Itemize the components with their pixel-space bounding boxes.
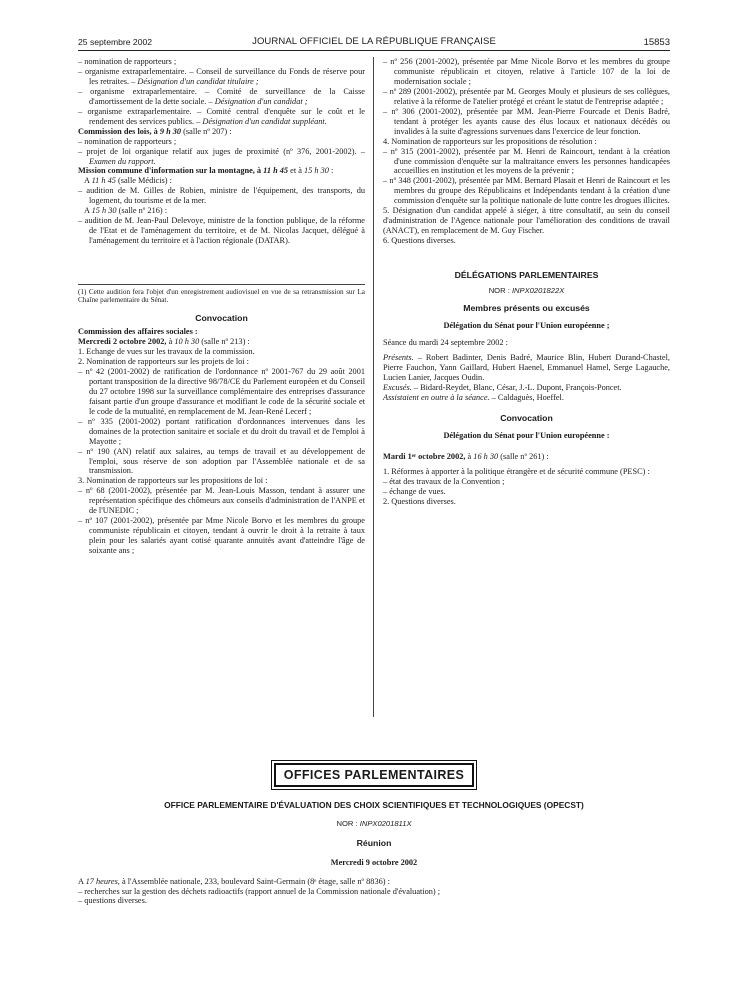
agenda-item: 4. Nomination de rapporteurs sur les propositions de résolution :	[383, 136, 597, 146]
delegation-name: Délégation du Sénat pour l'Union européenne :	[443, 431, 610, 441]
membres-heading: Membres présents ou excusés	[463, 302, 590, 313]
item: – nº 289 (2001-2002), présentée par M. Georges Mouly et plusieurs de ses collègues, relative à la réforme de l'atelier protégé et créant le statut de l'entreprise adaptée ;	[383, 86, 670, 106]
header-date: 25 septembre 2002	[78, 37, 153, 47]
agenda-item: 3. Nomination de rapporteurs sur les propositions de loi :	[78, 476, 268, 486]
agenda-item: 2. Questions diverses.	[383, 496, 456, 506]
item: – organisme extraparlementaire. – Comité central d'enquête sur le coût et le rendement des services publics. – Désignation d'un candidat suppléant.	[78, 106, 365, 126]
agenda-item: 6. Questions diverses.	[383, 236, 456, 246]
delegations-heading: DÉLÉGATIONS PARLEMENTAIRES	[454, 270, 599, 281]
reunion-heading: Réunion	[356, 838, 392, 849]
item: – nº 190 (AN) relatif aux salaires, au temps de travail et au développement de l'emploi, sous réserve de son adoption par l'Assemblée nationale et de sa transmission.	[78, 446, 365, 476]
opecst-section	[78, 800, 670, 906]
item: – nº 348 (2001-2002), présentée par MM. Bernard Plasait et Henri de Raincourt et les membres du groupe des Républicains et Indépendants tendant à la création d'une commission d'enquête sur la politique nationale de lutte contre les drogues illicites.	[383, 176, 670, 206]
affaires-sociales-heading: Commission des affaires sociales :	[78, 327, 198, 337]
assistaient-list: Assistaient en outre à la séance. – Caldaguès, Hoeffel.	[383, 392, 564, 402]
item: – audition de M. Jean-Paul Delevoye, ministre de la fonction publique, de la réforme de l'Etat et de l'aménagement du territoire, et de M. Nicolas Jacquet, délégué à l'aménagement du territoire et à l'action régionale (DATAR).	[78, 216, 365, 246]
opecst-title: OFFICE PARLEMENTAIRE D'ÉVALUATION DES CHOIX SCIENTIFIQUES ET TECHNOLOGIQUES (OPECST)	[164, 800, 584, 810]
nor-reference: NOR : INPX0201822X	[488, 285, 565, 295]
right-column	[383, 57, 670, 507]
item: – nomination de rapporteurs ;	[78, 136, 177, 146]
header-page-number: 15853	[643, 37, 670, 48]
agenda-item: 1. Echange de vues sur les travaux de la commission.	[78, 347, 255, 357]
mission-montagne-heading: Mission commune d'information sur la montagne, à 11 h 45 et à 15 h 30 :	[78, 166, 334, 176]
item: – projet de loi organique relatif aux juges de proximité (nº 376, 2001-2002). – Examen du rapport.	[78, 146, 365, 166]
mardi-date: Mardi 1ᵉʳ octobre 2002, à 16 h 30 (salle nº 261) :	[383, 452, 549, 462]
item: – nomination de rapporteurs ;	[78, 57, 177, 66]
header-journal-title: JOURNAL OFFICIEL DE LA RÉPUBLIQUE FRANÇAISE	[252, 36, 496, 47]
offices-banner	[0, 760, 748, 790]
agenda-item: 2. Nomination de rapporteurs sur les projets de loi :	[78, 356, 249, 366]
seance-date: Séance du mardi 24 septembre 2002 :	[383, 338, 508, 348]
presents-list: Présents. – Robert Badinter, Denis Badré, Maurice Blin, Hubert Durand-Chastel, Pierre Fauchon, Yann Gaillard, Hubert Haenel, Emmanuel Hamel, Serge Lagauche, Lucien Lanier, Jacques Oudin.	[383, 353, 670, 382]
item: – nº 335 (2001-2002) portant ratification d'ordonnances intervenues dans les domaines de la protection sanitaire et sociale et du droit du travail et de l'emploi à Mayotte ;	[78, 416, 365, 446]
item: – recherches sur la gestion des déchets radioactifs (rapport annuel de la Commission nationale d'évaluation) ;	[78, 886, 441, 896]
column-divider	[373, 57, 374, 717]
item: – questions diverses.	[78, 896, 147, 906]
reunion-date: Mercredi 9 octobre 2002	[330, 857, 418, 867]
item: – état des travaux de la Convention ;	[383, 477, 505, 487]
offices-box	[271, 760, 478, 790]
item: – nº 315 (2001-2002), présentée par M. Henri de Raincourt, tendant à la création d'une commission d'enquête sur la maltraitance envers les personnes handicapées accueillies en institution et les moyens de la prévenir ;	[383, 146, 670, 176]
item: – nº 42 (2001-2002) de ratification de l'ordonnance nº 2001-767 du 29 août 2001 portant transposition de la directive 98/78/CE du Parlement européen et du Conseil du 27 octobre 1998 sur la surveillance complémentaire des entreprises d'assurance faisant partie d'un groupe d'assurance et modifiant le code de la sécurité sociale et le code de la mutualité, en remplacement de M. Jean-René Lecerf ;	[78, 366, 365, 416]
excuses-list: Excusés. – Bidard-Reydet, Blanc, César, J.-L. Dupont, François-Poncet.	[383, 382, 622, 392]
item: – échange de vues.	[383, 487, 446, 497]
footnote: (1) Cette audition fera l'objet d'un enregistrement audiovisuel en vue de sa retransmission sur La Chaîne parlementaire du Sénat.	[78, 288, 365, 305]
agenda-item: 1. Réformes à apporter à la politique étrangère et de sécurité commune (PESC) :	[383, 467, 650, 477]
item: – nº 306 (2001-2002), présentée par MM. Jean-Pierre Fourcade et Denis Badré, tendant à protéger les ayants cause des élus locaux et nationaux décédés ou invalides à la suite d'agressions survenues dans l'exercice de leur fonction.	[383, 106, 670, 136]
nor-reference: NOR : INPX0201811X	[336, 819, 412, 829]
item: – nº 107 (2001-2002), présentée par Mme Nicole Borvo et les membres du groupe communiste républicain et citoyen, tendant à ouvrir le droit à la retraite à taux plein pour les salariés ayant cotisé quarante annuités avant d'atteindre l'âge de soixante ans ;	[78, 516, 365, 556]
commission-lois-heading: Commission des lois, à 9 h 30 (salle nº 207) :	[78, 126, 232, 136]
item: – audition de M. Gilles de Robien, ministre de l'équipement, des transports, du logement, du tourisme et de la mer.	[78, 186, 365, 206]
convocation-heading: Convocation	[500, 412, 553, 423]
item: – nº 68 (2001-2002), présentée par M. Jean-Louis Masson, tendant à assurer une représentation spécifique des chômeurs aux conseils d'administration de l'ANPE et de l'UNEDIC ;	[78, 486, 365, 516]
left-column	[78, 57, 365, 556]
item: – organisme extraparlementaire. – Conseil de surveillance du Fonds de réserve pour les retraites. – Désignation d'un candidat titulaire ;	[78, 66, 365, 86]
delegation-name: Délégation du Sénat pour l'Union européenne ;	[443, 321, 610, 331]
session-time: A 15 h 30 (salle nº 216) :	[84, 206, 168, 216]
footnote-rule	[78, 284, 365, 285]
agenda-item: 5. Désignation d'un candidat appelé à siéger, à titre consultatif, au sein du conseil d'administration de l'Agence nationale pour l'amélioration des conditions de travail (ANACT), en remplacement de M. Guy Fischer.	[383, 206, 670, 236]
session-time: A 11 h 45 (salle Médicis) :	[84, 176, 172, 186]
item: – nº 256 (2001-2002), présentée par Mme Nicole Borvo et les membres du groupe communiste républicain et citoyen, relative à l'article 107 de la loi de modernisation sociale ;	[383, 57, 670, 86]
convocation-heading: Convocation	[195, 312, 248, 323]
affaires-sociales-date: Mercredi 2 octobre 2002, à 10 h 30 (salle nº 213) :	[78, 337, 250, 347]
item: – organisme extraparlementaire. – Comité de surveillance de la Caisse d'amortissement de la dette sociale. – Désignation d'un candidat ;	[78, 86, 365, 106]
reunion-location: A 17 heures, à l'Assemblée nationale, 233, boulevard Saint-Germain (8ᵉ étage, salle nº 8836) :	[78, 876, 390, 886]
page-header	[78, 36, 670, 51]
offices-title: OFFICES PARLEMENTAIRES	[274, 763, 475, 787]
